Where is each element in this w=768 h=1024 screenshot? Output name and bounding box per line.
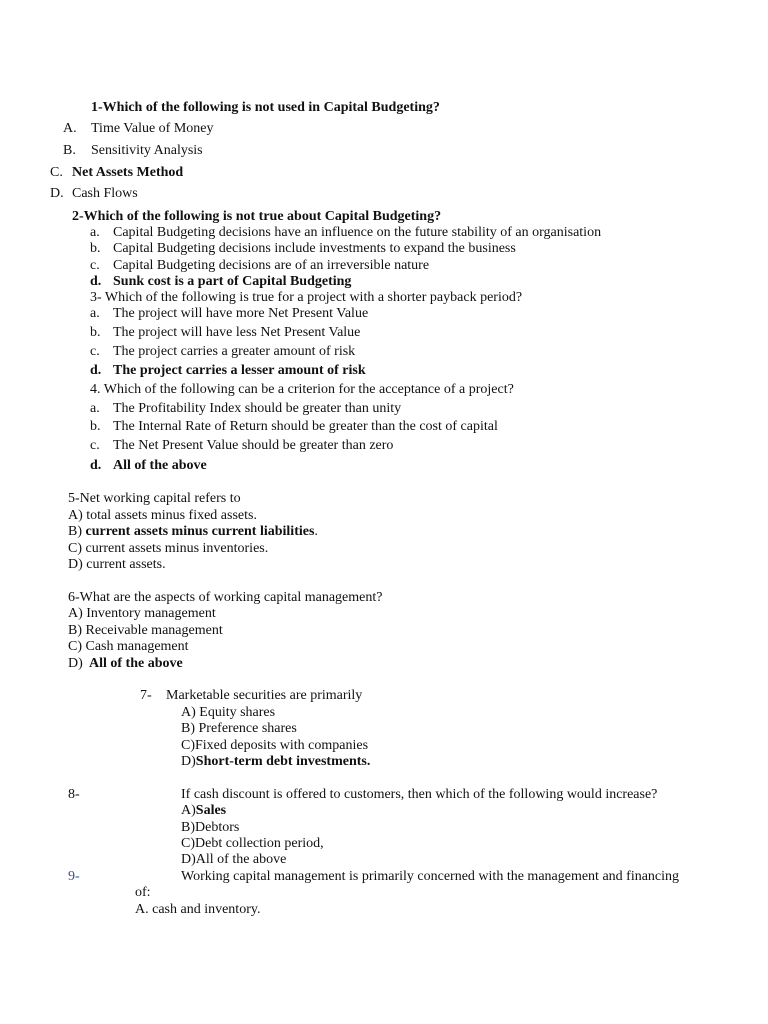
q6-option-b: B) Receivable management xyxy=(68,623,223,638)
q8-option-b: B)Debtors xyxy=(181,820,240,835)
option-text-answer: Sunk cost is a part of Capital Budgeting xyxy=(113,274,352,289)
option-text-answer: All of the above xyxy=(89,656,183,671)
option-prefix: D) xyxy=(68,656,83,671)
q5-option-b xyxy=(68,524,318,540)
q4-option-c xyxy=(90,438,393,454)
question-1: 1-Which of the following is not used in Capital Budgeting? xyxy=(91,100,440,115)
question-2: 2-Which of the following is not true about Capital Budgeting? xyxy=(72,209,442,224)
q8-option-a xyxy=(181,803,226,819)
option-marker: B. xyxy=(63,143,76,158)
option-text-answer: Short-term debt investments. xyxy=(195,754,371,769)
option-text-answer: All of the above xyxy=(113,458,207,473)
option-text-answer: Net Assets Method xyxy=(72,165,184,180)
option-marker: b. xyxy=(90,241,101,256)
option-prefix: A) xyxy=(181,803,196,818)
option-marker: d. xyxy=(90,274,102,289)
option-marker: b. xyxy=(90,325,101,340)
q7-option-a: A) Equity shares xyxy=(181,705,276,720)
option-marker: c. xyxy=(90,258,100,273)
q8-option-d: D)All of the above xyxy=(181,852,287,867)
q7-option-b: B) Preference shares xyxy=(181,721,297,736)
q8-option-c: C)Debt collection period, xyxy=(181,836,324,851)
option-marker: c. xyxy=(90,438,100,453)
q5-option-a: A) total assets minus fixed assets. xyxy=(68,508,257,523)
question-number: 7- xyxy=(140,688,152,703)
q6-option-c: C) Cash management xyxy=(68,639,189,654)
option-prefix: D) xyxy=(181,754,196,769)
question-9: Working capital management is primarily concerned with the management and financing xyxy=(181,869,680,884)
q6-option-a: A) Inventory management xyxy=(68,606,216,621)
option-text: The project carries a greater amount of risk xyxy=(113,344,356,359)
question-8: If cash discount is offered to customers, then which of the following would increase? xyxy=(181,787,658,802)
q4-option-d xyxy=(90,458,207,474)
option-text: The Net Present Value should be greater than zero xyxy=(113,438,394,453)
q1-option-c xyxy=(50,165,183,181)
question-8-number: 8- xyxy=(68,787,80,802)
option-marker: a. xyxy=(90,401,100,416)
q4-option-a xyxy=(90,401,401,417)
option-text: Capital Budgeting decisions include investments to expand the business xyxy=(113,241,516,256)
option-prefix: B) xyxy=(68,524,86,539)
option-text: The project will have less Net Present Value xyxy=(113,325,361,340)
option-suffix: . xyxy=(314,524,318,539)
q2-option-d xyxy=(90,274,351,290)
q5-option-d: D) current assets. xyxy=(68,557,166,572)
question-6: 6-What are the aspects of working capital management? xyxy=(68,590,383,605)
option-marker: D. xyxy=(50,186,64,201)
q6-option-d xyxy=(68,656,183,672)
option-marker: A. xyxy=(63,121,77,136)
question-5: 5-Net working capital refers to xyxy=(68,491,241,506)
q7-option-c: C)Fixed deposits with companies xyxy=(181,738,369,753)
q3-option-c xyxy=(90,344,355,360)
q3-option-b xyxy=(90,325,360,341)
q1-option-d xyxy=(50,186,138,202)
q1-option-b xyxy=(63,143,203,159)
option-marker: b. xyxy=(90,419,101,434)
q4-option-b xyxy=(90,419,498,435)
option-marker: C. xyxy=(50,165,63,180)
question-3: 3- Which of the following is true for a project with a shorter payback period? xyxy=(90,290,523,305)
option-text-answer: The project carries a lesser amount of risk xyxy=(113,363,366,378)
option-text: The Profitability Index should be greater than unity xyxy=(113,401,402,416)
q9-option-a: A. cash and inventory. xyxy=(135,902,261,917)
option-text-answer: Sales xyxy=(195,803,227,818)
question-4: 4. Which of the following can be a criterion for the acceptance of a project? xyxy=(90,382,514,397)
option-text-answer: current assets minus current liabilities xyxy=(85,524,315,539)
q2-option-a xyxy=(90,225,601,241)
option-text: Capital Budgeting decisions have an influence on the future stability of an organisation xyxy=(113,225,602,240)
option-text: The Internal Rate of Return should be greater than the cost of capital xyxy=(113,419,498,434)
option-marker: d. xyxy=(90,458,102,473)
q5-option-c: C) current assets minus inventories. xyxy=(68,541,269,556)
q2-option-b xyxy=(90,241,516,257)
option-text: Cash Flows xyxy=(72,186,138,201)
option-marker: c. xyxy=(90,344,100,359)
q3-option-d xyxy=(90,363,366,379)
option-text: The project will have more Net Present Value xyxy=(113,306,369,321)
q2-option-c xyxy=(90,258,429,274)
option-marker: a. xyxy=(90,306,100,321)
question-9-number: 9- xyxy=(68,869,80,884)
q3-option-a xyxy=(90,306,368,322)
option-text: Sensitivity Analysis xyxy=(91,143,203,158)
question-7 xyxy=(140,688,362,704)
option-text: Capital Budgeting decisions are of an irreversible nature xyxy=(113,258,430,273)
q7-option-d xyxy=(181,754,370,770)
option-marker: d. xyxy=(90,363,102,378)
option-marker: a. xyxy=(90,225,100,240)
question-text: Marketable securities are primarily xyxy=(166,688,363,703)
question-9-continued: of: xyxy=(135,885,151,900)
q1-option-a xyxy=(63,121,214,137)
option-text: Time Value of Money xyxy=(91,121,214,136)
